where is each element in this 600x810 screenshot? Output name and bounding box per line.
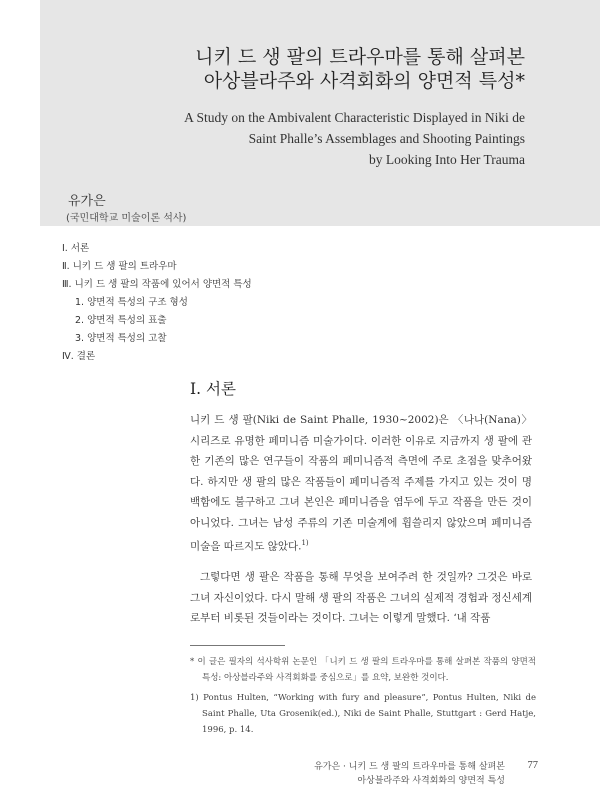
title-korean <box>195 45 525 93</box>
author-name: 유가은 <box>68 194 106 209</box>
footnote-divider <box>190 645 285 646</box>
toc-item[interactable]: Ⅲ. 니키 드 생 팔의 작품에 있어서 양면적 특성 <box>62 279 252 290</box>
title-korean-line-1: 니키 드 생 팔의 트라우마를 통해 살펴본 <box>195 46 525 68</box>
body-text <box>190 410 532 629</box>
paragraph: 그렇다면 생 팔은 작품을 통해 무엇을 보여주려 한 것일까? 그것은 바로 그녀 자신이었다. 다시 말해 생 팔의 작품은 그녀의 실제적 경험과 정신세계로부터 비롯된 것들이라는 것이다. 그녀는 이렇게 말했다. ‘내 작품 <box>190 571 532 624</box>
paragraph <box>190 410 532 557</box>
toc-item[interactable]: Ⅳ. 결론 <box>62 351 96 362</box>
section-heading: Ⅰ. 서론 <box>190 380 236 398</box>
toc-subitem[interactable]: 1. 양면적 특성의 구조 형성 <box>75 297 188 308</box>
table-of-contents <box>62 240 252 366</box>
author-affiliation: (국민대학교 미술이론 석사) <box>66 213 187 224</box>
footnote: 1) Pontus Hulten, “Working with fury and pleasure”, Pontus Hulten, Niki de Saint Phalle, Uta Grosenik(ed.), Niki de Saint Phalle, Stuttgart : Gerd Hatje, 1996, p. 14. <box>190 693 536 735</box>
toc-item[interactable]: Ⅰ. 서론 <box>62 243 90 254</box>
footnotes <box>190 654 536 738</box>
running-title-line-1: 유가은 · 니키 드 생 팔의 트라우마를 통해 살펴본 <box>314 762 505 772</box>
toc-item[interactable]: Ⅱ. 니키 드 생 팔의 트라우마 <box>62 261 177 272</box>
toc-subitem[interactable]: 2. 양면적 특성의 표출 <box>75 315 167 326</box>
running-title <box>314 760 505 788</box>
running-title-line-2: 아상블라주와 사격회화의 양면적 특성 <box>357 776 505 786</box>
title-english-line-2: Saint Phalle’s Assemblages and Shooting Paintings <box>248 131 525 146</box>
title-english-line-3: by Looking Into Her Trauma <box>369 152 525 167</box>
toc-subitem[interactable]: 3. 양면적 특성의 고찰 <box>75 333 167 344</box>
footnote: * 이 글은 필자의 석사학위 논문인 「니키 드 생 팔의 트라우마를 통해 살펴본 작품의 양면적 특성: 아상블라주와 사격회화를 중심으로」를 요약, 보완한 것이다. <box>190 657 536 683</box>
title-english <box>184 107 525 170</box>
page-number: 77 <box>527 760 538 771</box>
title-korean-line-2: 아상블라주와 사격회화의 양면적 특성* <box>203 70 525 92</box>
title-english-line-1: A Study on the Ambivalent Characteristic Displayed in Niki de <box>184 110 525 125</box>
footnote-reference[interactable]: 1) <box>301 539 309 547</box>
paragraph-text: 니키 드 생 팔(Niki de Saint Phalle, 1930~2002)은 〈나나(Nana)〉 시리즈로 유명한 페미니즘 미술가이다. 이러한 이유로 지금까지 생 팔에 관한 기존의 많은 연구들이 작품의 페미니즘적 측면에 주로 초점을 맞추어왔다. 하지만 생 팔의 많은 작품들이 페미니즘적 주제를 가지고 있는 것이 명백함에도 불구하고 그녀 본인은 페미니즘을 염두에 두고 작품을 만든 것이 아니었다. 그녀는 남성 주류의 기존 미술계에 휩쓸리지 않았으며 페미니즘 미술을 따르지도 않았다. <box>190 414 532 553</box>
